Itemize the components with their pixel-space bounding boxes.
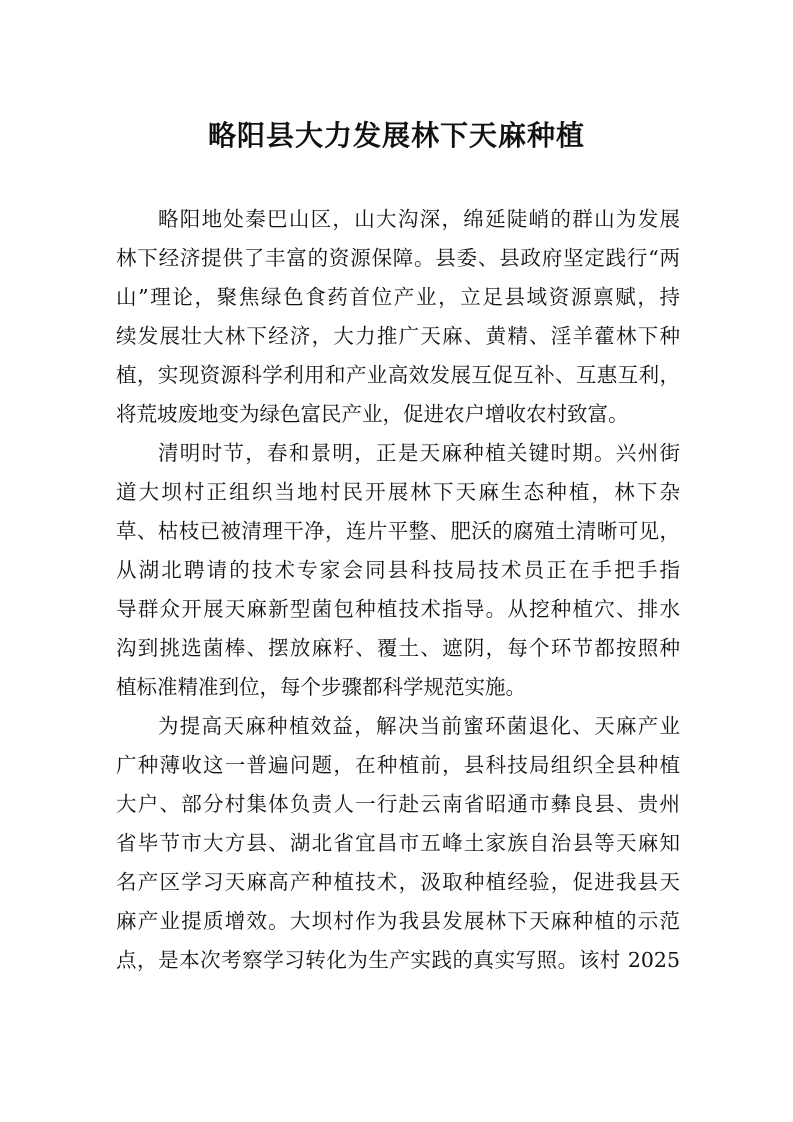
text-line: 导群众开展天麻新型菌包种植技术指导。从挖种植穴、排水 (116, 597, 680, 621)
paragraph-2 (116, 434, 680, 707)
text-line: 将荒坡废地变为绿色富民产业，促进农户增收农村致富。 (116, 402, 629, 426)
text-line: 续发展壮大林下经济，大力推广天麻、黄精、淫羊藿林下种 (116, 324, 680, 348)
text-line: 点，是本次考察学习转化为生产实践的真实写照。该村 2025 (116, 948, 680, 972)
text-line: 为提高天麻种植效益，解决当前蜜环菌退化、天麻产业 (158, 714, 680, 738)
paragraph-3 (116, 707, 680, 980)
text-line: 清明时节，春和景明，正是天麻种植关键时期。兴州街 (158, 441, 680, 465)
text-line: 从湖北聘请的技术专家会同县科技局技术员正在手把手指 (116, 558, 680, 582)
text-line: 麻产业提质增效。大坝村作为我县发展林下天麻种植的示范 (116, 909, 680, 933)
text-line: 植标准精准到位，每个步骤都科学规范实施。 (116, 675, 526, 699)
text-line: 山”理论，聚焦绿色食药首位产业，立足县域资源禀赋，持 (116, 285, 680, 309)
text-line: 植，实现资源科学利用和产业高效发展互促互补、互惠互利， (116, 363, 680, 387)
text-line: 广种薄收这一普遍问题，在种植前，县科技局组织全县种植 (116, 753, 680, 777)
text-line: 沟到挑选菌棒、摆放麻籽、覆土、遮阴，每个环节都按照种 (116, 636, 680, 660)
text-line: 林下经济提供了丰富的资源保障。县委、县政府坚定践行“两 (116, 246, 680, 270)
document-body (116, 200, 680, 980)
text-line: 道大坝村正组织当地村民开展林下天麻生态种植，林下杂 (116, 480, 680, 504)
document-title: 略阳县大力发展林下天麻种植 (207, 119, 585, 152)
text-line: 草、枯枝已被清理干净，连片平整、肥沃的腐殖土清晰可见， (116, 519, 680, 543)
text-line: 大户、部分村集体负责人一行赴云南省昭通市彝良县、贵州 (116, 792, 680, 816)
text-line: 略阳地处秦巴山区，山大沟深，绵延陡峭的群山为发展 (158, 207, 680, 231)
text-line: 省毕节市大方县、湖北省宜昌市五峰土家族自治县等天麻知 (116, 831, 680, 855)
paragraph-1 (116, 200, 680, 434)
text-line: 名产区学习天麻高产种植技术，汲取种植经验，促进我县天 (116, 870, 680, 894)
